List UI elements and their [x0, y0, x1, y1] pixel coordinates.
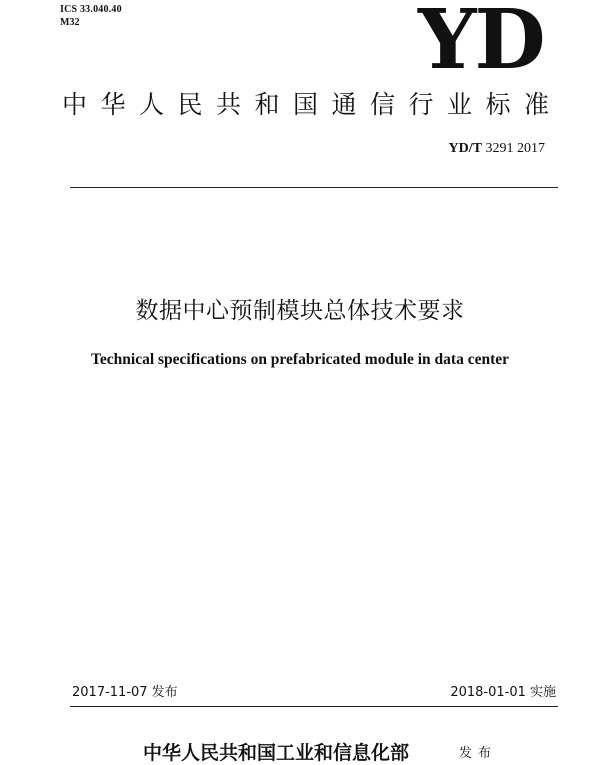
- issue-date: 2017-11-07 发布: [72, 685, 178, 700]
- issuing-authority: 中华人民共和国工业和信息化部: [143, 742, 410, 764]
- header-divider: [70, 187, 558, 188]
- title-english: Technical specifications on prefabricated module in data center: [90, 351, 510, 368]
- ics-code: ICS 33.040.40: [60, 4, 122, 15]
- title-chinese: 数据中心预制模块总体技术要求: [135, 298, 465, 324]
- yd-logo: YD: [418, 0, 544, 88]
- ccs-code: M32: [60, 17, 80, 28]
- industry-standard-heading: 中华人民共和国通信行业标准: [62, 90, 563, 119]
- standard-year: 2017: [517, 141, 545, 156]
- standard-number: [300, 140, 545, 158]
- footer-divider: [70, 706, 558, 707]
- standard-code: YD/T: [448, 141, 482, 156]
- implementation-date: 2018-01-01 实施: [450, 685, 556, 700]
- issue-label: 发布: [459, 746, 498, 761]
- standard-number-value: 3291: [485, 141, 514, 156]
